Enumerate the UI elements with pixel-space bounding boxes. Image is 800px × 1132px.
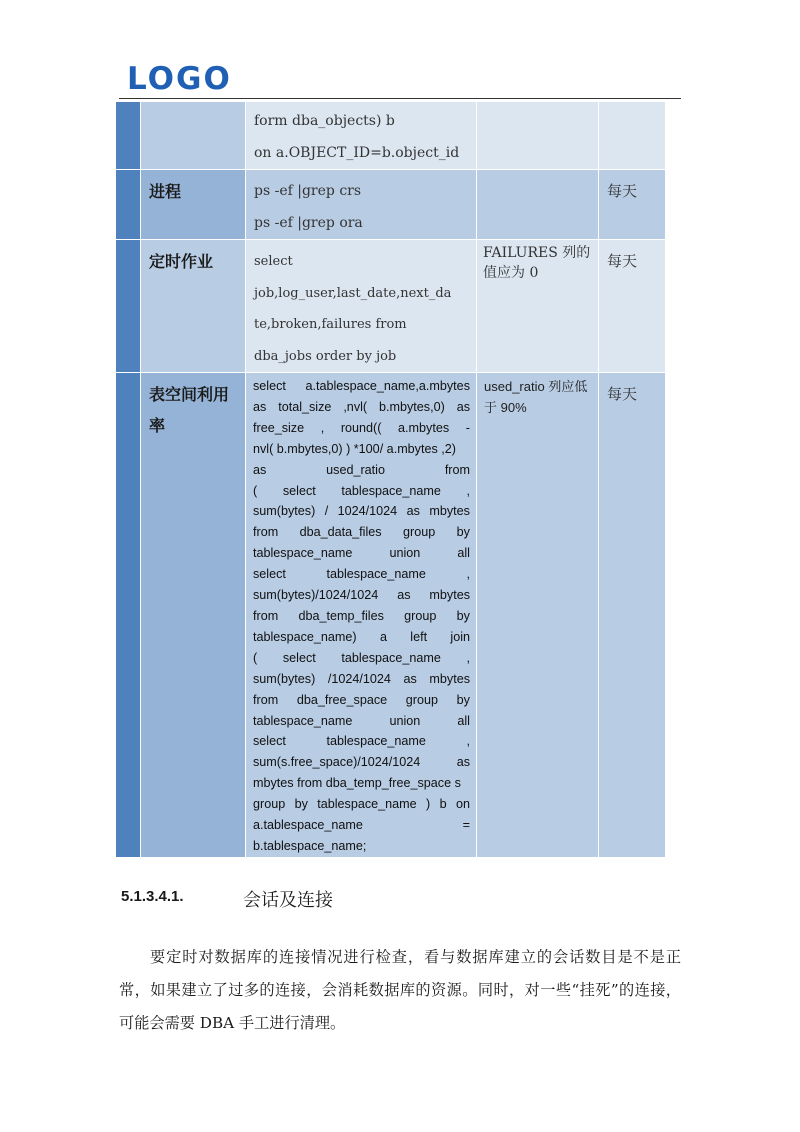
header-rule: [119, 98, 681, 99]
sql-token: sum(s.free_space)/1024/1024: [253, 755, 421, 770]
sql-token: dba_temp_files: [298, 608, 384, 623]
sql-token: a.mbytes: [398, 420, 450, 435]
sql-token: tablespace_name: [341, 483, 441, 498]
sql-token: (: [253, 650, 258, 665]
sql-token: by: [456, 525, 470, 540]
sql-line: [253, 711, 470, 732]
command-line: te,broken,failures from: [254, 317, 407, 332]
sql-token: tablespace_name: [253, 713, 353, 728]
sql-line: [253, 522, 470, 543]
command-cell: [246, 102, 477, 170]
note-cell: [477, 102, 599, 170]
table-row: [116, 240, 666, 373]
frequency-cell: [599, 240, 666, 373]
sql-line: [253, 439, 470, 460]
sql-token: tablespace_name: [326, 734, 426, 749]
table-row: [116, 170, 666, 240]
sql-token: mbytes from dba_temp_free_space s: [253, 776, 461, 791]
sql-token: tablespace_name): [253, 629, 357, 644]
sql-block: [246, 373, 476, 857]
sql-token: mbytes: [429, 671, 470, 686]
sql-token: group: [403, 525, 436, 540]
sql-line: [253, 669, 470, 690]
command-line: ps -ef |grep ora: [254, 214, 363, 231]
sql-token: from: [444, 462, 470, 477]
sql-token: by: [456, 692, 470, 707]
inspection-table: [115, 101, 666, 858]
sql-token: left: [410, 629, 428, 644]
sql-token: as: [406, 504, 420, 519]
sql-token: total_size: [278, 399, 332, 414]
sql-line: [253, 585, 470, 606]
sql-token: tablespace_name: [341, 650, 441, 665]
row-marker: [116, 373, 141, 858]
sql-token: from: [253, 692, 279, 707]
sql-token: ,: [466, 734, 470, 749]
sql-token: as: [253, 462, 267, 477]
item-cell: [141, 102, 246, 170]
sql-token: used_ratio: [326, 462, 385, 477]
sql-token: select: [282, 650, 316, 665]
item-cell: [141, 240, 246, 373]
sql-token: all: [457, 546, 470, 561]
item-title: 定时作业: [149, 252, 214, 271]
sql-token: on: [455, 797, 470, 812]
command-line: form dba_objects) b: [254, 113, 395, 129]
logo: LOGO: [127, 61, 232, 97]
sql-token: dba_data_files: [299, 525, 382, 540]
sql-token: mbytes: [429, 588, 470, 603]
row-marker: [116, 102, 141, 170]
command-line: select: [254, 254, 293, 269]
sql-line: [253, 606, 470, 627]
sql-line: [253, 564, 470, 585]
sql-token: join: [450, 629, 470, 644]
sql-token: sum(bytes): [253, 504, 316, 519]
sql-token: select: [253, 379, 286, 393]
sql-token: tablespace_name: [317, 797, 417, 812]
sql-token: a.tablespace_name,a.mbytes: [305, 379, 470, 393]
sql-token: tablespace_name: [253, 546, 353, 561]
row-marker: [116, 170, 141, 240]
note-cell: [477, 240, 599, 373]
sql-token: nvl( b.mbytes,0) ) *100/ a.mbytes ,2): [253, 441, 456, 456]
sql-line: [253, 418, 470, 439]
sql-token: ,nvl(: [343, 399, 368, 414]
sql-token: sum(bytes): [253, 671, 316, 686]
sql-token: b: [439, 797, 447, 812]
sql-token: ,: [466, 483, 470, 498]
sql-token: ,: [466, 567, 470, 582]
sql-line: [253, 481, 470, 502]
sql-token: select: [253, 734, 286, 749]
sql-line: [253, 627, 470, 648]
sql-token: round((: [340, 420, 382, 435]
sql-token: by: [456, 608, 470, 623]
sql-token: /: [324, 504, 329, 519]
sql-line: [253, 836, 470, 857]
note-text: used_ratio 列应低于 90%: [484, 379, 588, 415]
frequency-text: 每天: [607, 252, 638, 270]
row-marker: [116, 240, 141, 373]
sql-token: dba_free_space: [296, 692, 388, 707]
sql-token: select: [282, 483, 316, 498]
section-number: 5.1.3.4.1.: [121, 888, 184, 905]
section-paragraph: 要定时对数据库的连接情况进行检查，看与数据库建立的会话数目是不是正常，如果建立了过多的连接，会消耗数据库的资源。同时，对一些“挂死”的连接，可能会需要 DBA 手工进行清理。: [119, 948, 681, 1032]
sql-token: 1024/1024: [337, 504, 398, 519]
sql-line: [253, 648, 470, 669]
sql-line: [253, 543, 470, 564]
sql-token: free_size: [253, 420, 305, 435]
sql-token: as: [403, 671, 417, 686]
sql-token: union: [389, 546, 421, 561]
sql-token: all: [457, 713, 470, 728]
item-title: 进程: [149, 182, 182, 201]
sql-line: [253, 731, 470, 752]
command-line: on a.OBJECT_ID=b.object_id: [254, 144, 460, 161]
sql-token: by: [294, 797, 308, 812]
sql-token: b.tablespace_name;: [253, 838, 367, 853]
note-cell: [477, 373, 599, 858]
sql-token: group: [405, 692, 439, 707]
frequency-cell: [599, 170, 666, 240]
sql-token: from: [253, 608, 279, 623]
sql-token: from: [253, 525, 279, 540]
sql-line: [253, 815, 470, 836]
item-cell: [141, 373, 246, 858]
command-cell: [246, 240, 477, 373]
sql-token: ): [426, 797, 431, 812]
sql-cell: [246, 373, 477, 858]
sql-line: [253, 773, 470, 794]
sql-token: group: [253, 797, 286, 812]
sql-token: group: [404, 608, 437, 623]
command-line: ps -ef |grep crs: [254, 183, 362, 199]
sql-line: [253, 376, 470, 397]
sql-line: [253, 690, 470, 711]
sql-token: as: [456, 755, 470, 770]
table-row: [116, 102, 666, 170]
item-title: 表空间利用率: [149, 385, 230, 435]
sql-token: ,: [466, 650, 470, 665]
sql-token: sum(bytes)/1024/1024: [253, 588, 379, 603]
sql-token: a.tablespace_name: [253, 818, 363, 833]
sql-line: [253, 501, 470, 522]
command-line: dba_jobs order by job: [254, 348, 397, 364]
sql-token: as: [397, 588, 411, 603]
frequency-text: 每天: [607, 182, 638, 200]
sql-line: [253, 397, 470, 418]
frequency-cell: [599, 373, 666, 858]
sql-token: tablespace_name: [326, 567, 426, 582]
sql-token: ,: [320, 420, 325, 435]
item-cell: [141, 170, 246, 240]
sql-token: as: [456, 399, 470, 414]
sql-token: select: [253, 567, 286, 582]
sql-token: =: [462, 818, 470, 833]
sql-token: union: [389, 713, 421, 728]
command-line: job,log_user,last_date,next_da: [254, 285, 452, 301]
command-cell: [246, 170, 477, 240]
section-title: 会话及连接: [243, 890, 333, 911]
note-text: FAILURES 列的值应为 0: [483, 245, 591, 281]
note-cell: [477, 170, 599, 240]
sql-token: mbytes: [429, 504, 470, 519]
sql-line: [253, 460, 470, 481]
frequency-text: 每天: [607, 385, 638, 403]
sql-token: -: [465, 420, 470, 435]
sql-token: a: [379, 629, 387, 644]
sql-token: as: [253, 399, 267, 414]
sql-line: [253, 794, 470, 815]
sql-line: [253, 752, 470, 773]
sql-token: b.mbytes,0): [379, 399, 445, 414]
sql-token: (: [253, 483, 258, 498]
frequency-cell: [599, 102, 666, 170]
table-row: [116, 373, 666, 858]
sql-token: /1024/1024: [327, 671, 391, 686]
